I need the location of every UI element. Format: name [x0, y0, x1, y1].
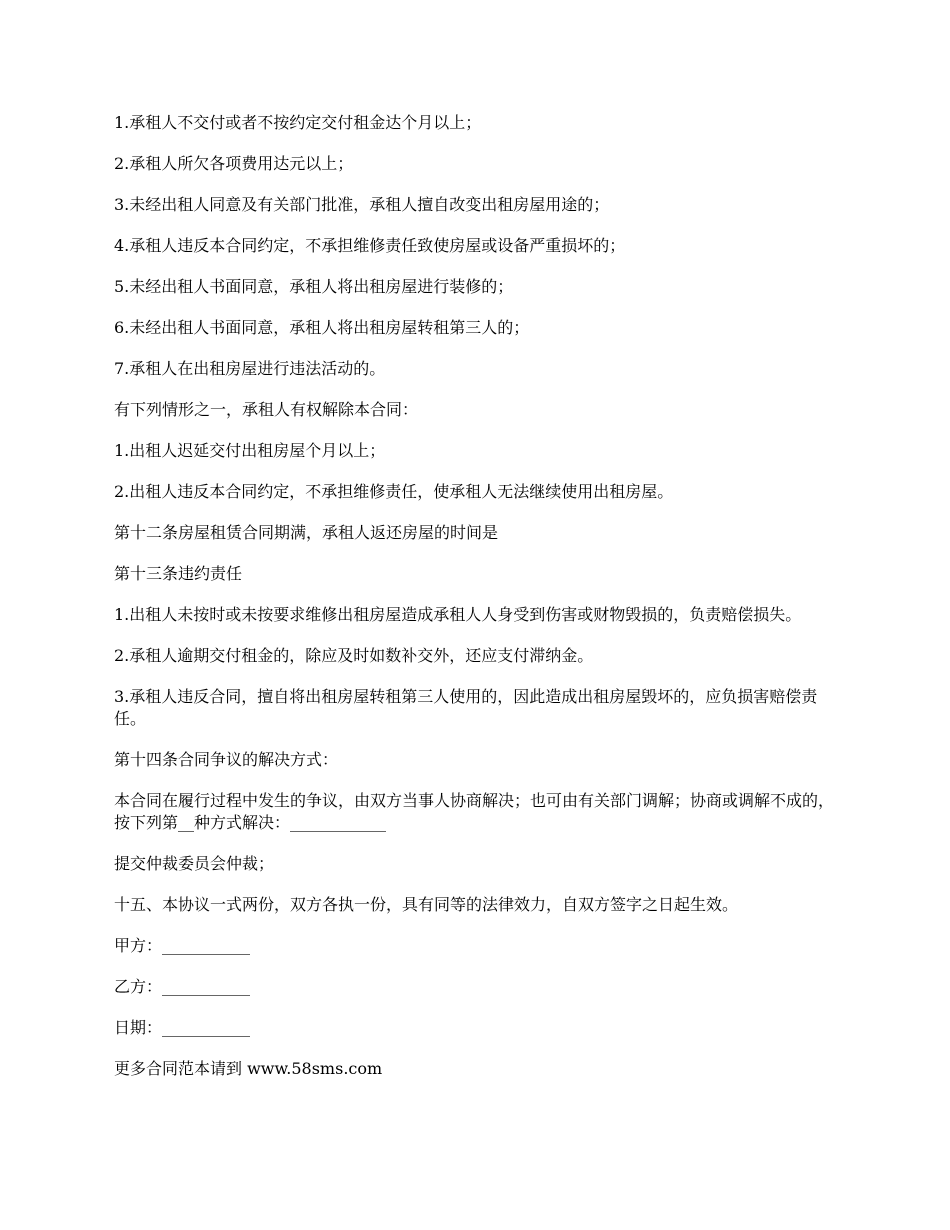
clause-landlord-compensation: 1.出租人未按时或未按要求维修出租房屋造成承租人人身受到伤害或财物毁损的，负责赔偿损失。	[114, 605, 802, 624]
tenant-termination-heading: 有下列情形之一，承租人有权解除本合同：	[114, 400, 419, 419]
clause-unauthorized-sublet: 6.未经出租人书面同意，承租人将出租房屋转租第三人的；	[114, 318, 530, 337]
signature-party-b: 乙方：___________	[114, 977, 251, 996]
article-12-return-time: 第十二条房屋租赁合同期满，承租人返还房屋的时间是	[114, 523, 499, 542]
clause-tenant-fees-owed: 2.承租人所欠各项费用达元以上；	[114, 154, 354, 173]
dispute-resolution-text: 本合同在履行过程中发生的争议，由双方当事人协商解决；也可由有关部门调解；协商或调解不成的，按下列第__种方式解决：____________	[114, 791, 835, 832]
clause-damage-equipment: 4.承租人违反本合同约定，不承担维修责任致使房屋或设备严重损坏的；	[114, 236, 626, 255]
clause-landlord-maintenance: 2.出租人违反本合同约定，不承担维修责任，使承租人无法继续使用出租房屋。	[114, 482, 674, 501]
clause-late-payment: 2.承租人逾期交付租金的，除应及时如数补交外，还应支付滞纳金。	[114, 646, 594, 665]
contract-page	[114, 112, 844, 1099]
clause-tenant-rent-overdue: 1.承租人不交付或者不按约定交付租金达个月以上；	[114, 113, 482, 132]
clause-unauthorized-renovation: 5.未经出租人书面同意，承租人将出租房屋进行装修的；	[114, 277, 514, 296]
footer-website-note: 更多合同范本请到 www.58sms.com	[114, 1059, 383, 1078]
signature-date: 日期：___________	[114, 1018, 251, 1037]
clause-change-usage: 3.未经出租人同意及有关部门批准，承租人擅自改变出租房屋用途的；	[114, 195, 610, 214]
article-14-heading: 第十四条合同争议的解决方式：	[114, 750, 339, 769]
clause-illegal-activity: 7.承租人在出租房屋进行违法活动的。	[114, 359, 386, 378]
clause-sublet-damage: 3.承租人违反合同，擅自将出租房屋转租第三人使用的，因此造成出租房屋毁坏的，应负损害赔偿责任。	[114, 687, 818, 728]
article-15-effectiveness: 十五、本协议一式两份，双方各执一份，具有同等的法律效力，自双方签字之日起生效。	[114, 895, 739, 914]
clause-landlord-delay: 1.出租人迟延交付出租房屋个月以上；	[114, 441, 386, 460]
article-13-heading: 第十三条违约责任	[114, 564, 243, 583]
signature-party-a: 甲方：___________	[114, 936, 251, 955]
arbitration-option: 提交仲裁委员会仲裁；	[114, 854, 275, 873]
